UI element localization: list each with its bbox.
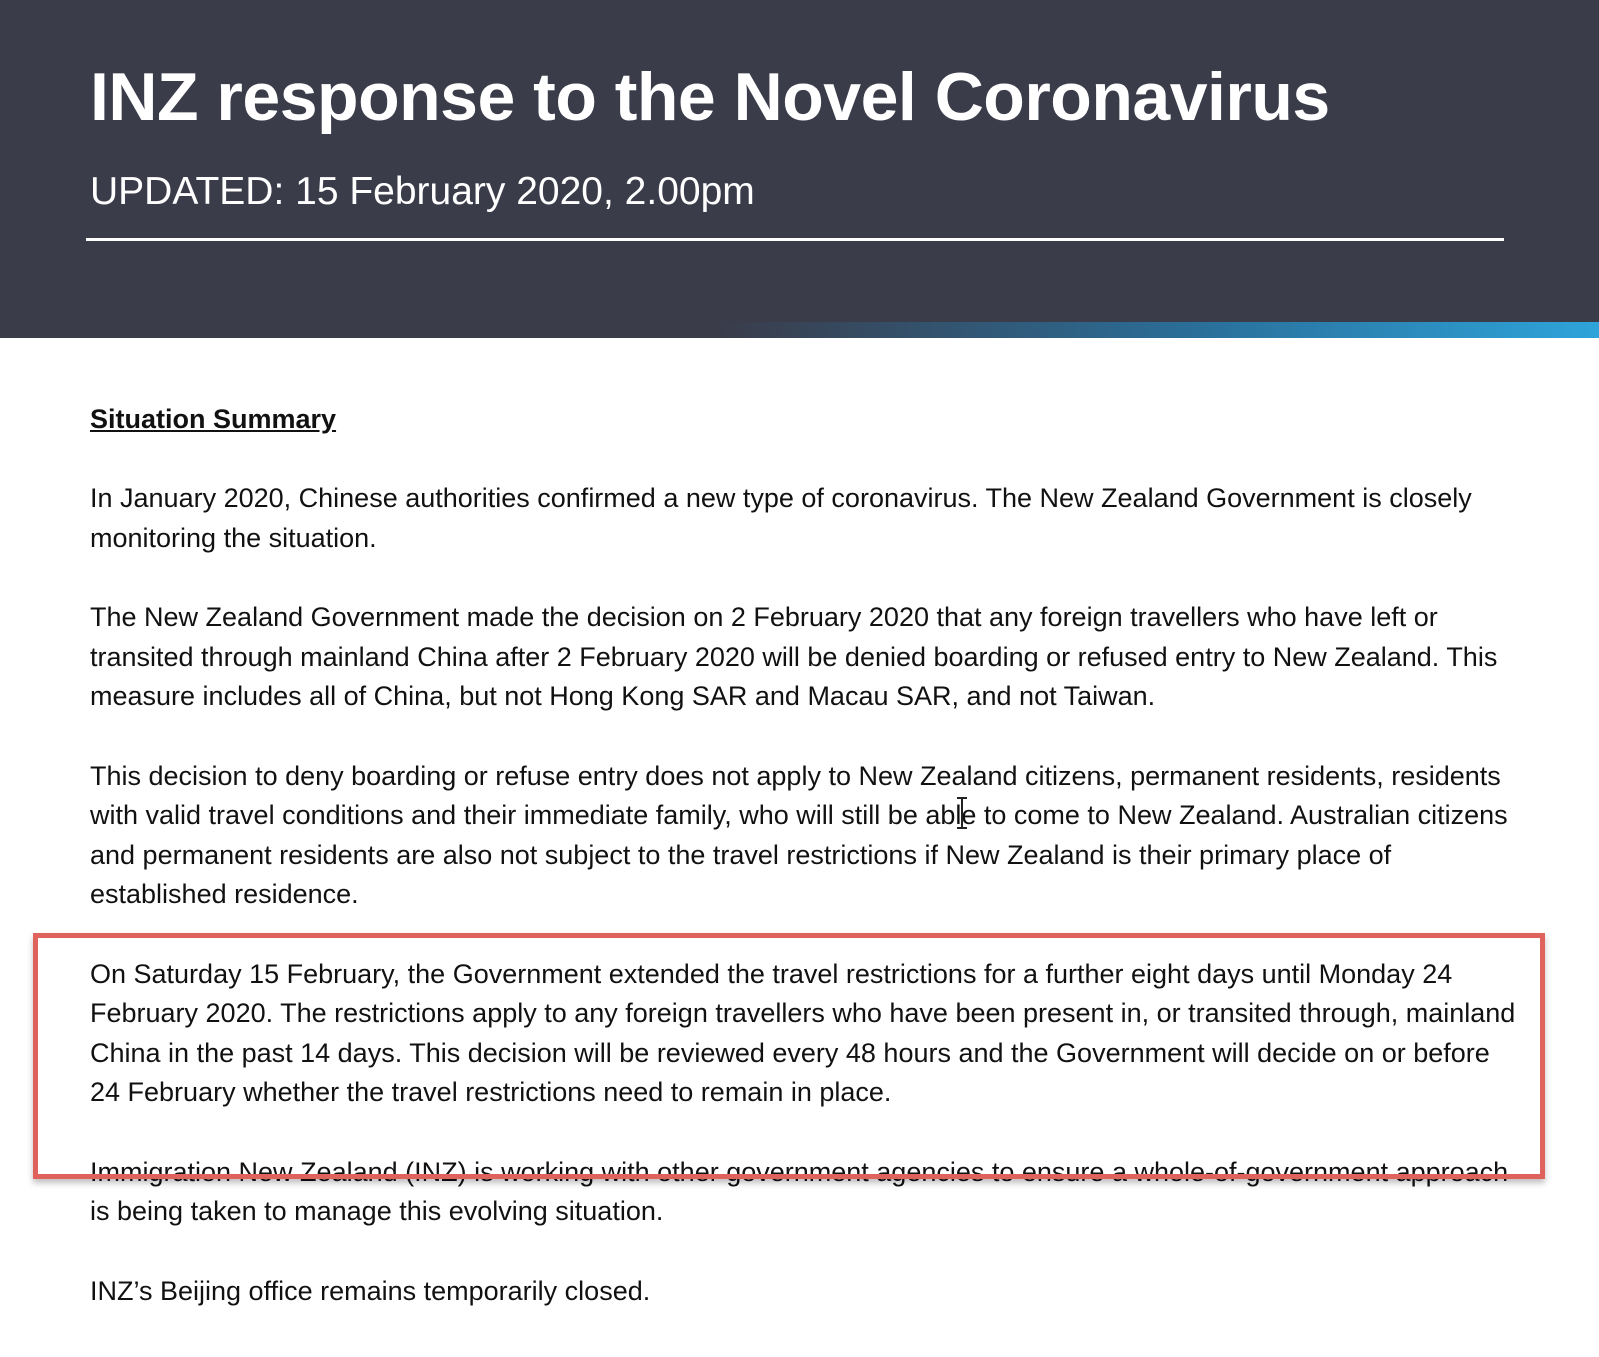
header-banner xyxy=(0,0,1599,336)
text-cursor-icon xyxy=(955,797,969,829)
page-title: INZ response to the Novel Coronavirus xyxy=(90,59,1330,135)
paragraph-intro: In January 2020, Chinese authorities confirmed a new type of coronavirus. The New Zealand Government is closely monitoring the situation. xyxy=(90,483,1472,553)
header-divider xyxy=(86,238,1504,241)
paragraph-decision: The New Zealand Government made the decision on 2 February 2020 that any foreign travellers who have left or transited through mainland China after 2 February 2020 will be denied boarding or refused entry to New Zealand. This measure includes all of China, but not Hong Kong SAR and Macau SAR, and not Taiwan. xyxy=(90,602,1498,711)
paragraph-extension: On Saturday 15 February, the Government extended the travel restrictions for a further eight days until Monday 24 February 2020. The restrictions apply to any foreign travellers who have been present in, or transited through, mainland China in the past 14 days. This decision will be reviewed every 48 hours and the Government will decide on or before 24 February whether the travel restrictions need to remain in place. xyxy=(90,958,1516,1107)
highlight-annotation-box xyxy=(33,933,1545,1179)
paragraph-agencies: Immigration New Zealand (INZ) is working with other government agencies to ensure a whole-of-government approach is being taken to manage this evolving situation. xyxy=(90,1156,1509,1226)
updated-timestamp: UPDATED: 15 February 2020, 2.00pm xyxy=(90,170,755,213)
paragraph-beijing-office: INZ’s Beijing office remains temporarily closed. xyxy=(90,1275,651,1306)
paragraph-exemptions: This decision to deny boarding or refuse entry does not apply to New Zealand citizens, permanent residents, residents with valid travel conditions and their immediate family, who will still be able to come to New Zealand. Australian citizens and permanent residents are also not subject to the travel restrictions if New Zealand is their primary place of established residence. xyxy=(90,760,1508,909)
banner-accent-stripe xyxy=(0,322,1599,338)
section-heading: Situation Summary xyxy=(90,404,337,434)
